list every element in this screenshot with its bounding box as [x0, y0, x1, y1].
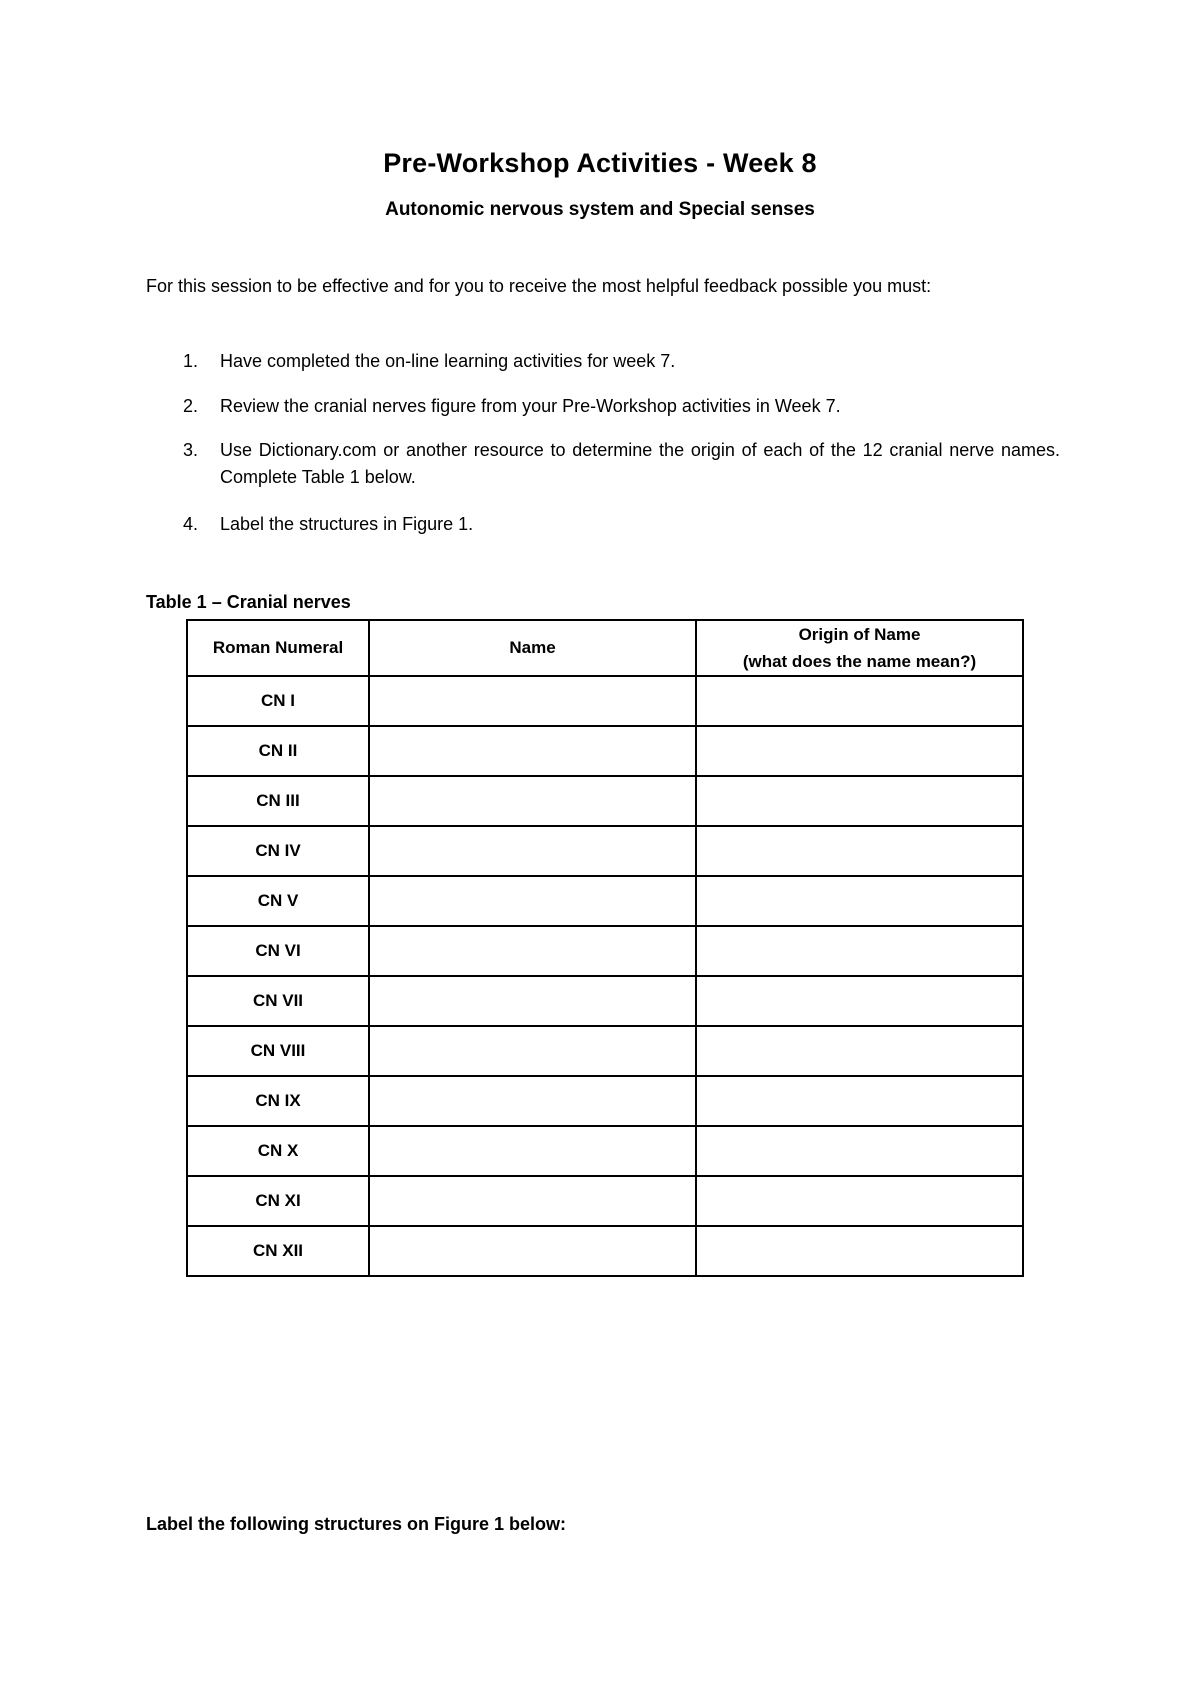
instruction-item — [146, 348, 1060, 375]
cell-numeral: CN VII — [187, 976, 369, 1026]
cell-origin[interactable] — [696, 776, 1023, 826]
header-name: Name — [369, 620, 696, 676]
instruction-item — [146, 511, 1060, 538]
cell-origin[interactable] — [696, 1176, 1023, 1226]
instruction-list — [146, 348, 1060, 538]
table-row — [187, 976, 1023, 1026]
cell-name[interactable] — [369, 876, 696, 926]
cell-origin[interactable] — [696, 876, 1023, 926]
instruction-text: Have completed the on-line learning activities for week 7. — [220, 351, 676, 371]
cell-numeral: CN VI — [187, 926, 369, 976]
cell-name[interactable] — [369, 926, 696, 976]
cell-name[interactable] — [369, 826, 696, 876]
table-row — [187, 776, 1023, 826]
cell-origin[interactable] — [696, 1126, 1023, 1176]
table-header-row — [187, 620, 1023, 676]
cell-numeral: CN II — [187, 726, 369, 776]
cell-name[interactable] — [369, 776, 696, 826]
cell-name[interactable] — [369, 1226, 696, 1276]
cell-origin[interactable] — [696, 1076, 1023, 1126]
cell-numeral: CN IX — [187, 1076, 369, 1126]
table-row — [187, 1176, 1023, 1226]
cell-name[interactable] — [369, 976, 696, 1026]
table-row — [187, 1026, 1023, 1076]
instruction-number: 2. — [183, 396, 199, 416]
cell-numeral: CN XII — [187, 1226, 369, 1276]
table-row — [187, 826, 1023, 876]
cell-origin[interactable] — [696, 726, 1023, 776]
cell-numeral: CN IV — [187, 826, 369, 876]
instruction-number: 4. — [183, 514, 199, 534]
table-row — [187, 676, 1023, 726]
instruction-number: 3. — [183, 440, 199, 460]
cranial-nerves-table — [186, 619, 1024, 1277]
cell-name[interactable] — [369, 1076, 696, 1126]
instruction-number: 1. — [183, 351, 199, 371]
instruction-text: Label the structures in Figure 1. — [220, 514, 474, 534]
instruction-text: Review the cranial nerves figure from your Pre-Workshop activities in Week 7. — [220, 396, 841, 416]
header-origin-line1: Origin of Name — [798, 625, 921, 644]
cell-numeral: CN VIII — [187, 1026, 369, 1076]
cell-numeral: CN X — [187, 1126, 369, 1176]
cell-name[interactable] — [369, 1126, 696, 1176]
cell-numeral: CN XI — [187, 1176, 369, 1226]
cell-origin[interactable] — [696, 676, 1023, 726]
cell-origin[interactable] — [696, 926, 1023, 976]
cell-numeral: CN V — [187, 876, 369, 926]
table-row — [187, 1076, 1023, 1126]
instruction-item — [146, 393, 1060, 420]
table-caption: Table 1 – Cranial nerves — [146, 592, 351, 612]
table-row — [187, 726, 1023, 776]
cell-origin[interactable] — [696, 1226, 1023, 1276]
intro-text: For this session to be effective and for you to receive the most helpful feedback possible you must: — [146, 276, 932, 296]
table-row — [187, 926, 1023, 976]
cell-origin[interactable] — [696, 1026, 1023, 1076]
cell-name[interactable] — [369, 1026, 696, 1076]
cell-origin[interactable] — [696, 826, 1023, 876]
header-origin-line2: (what does the name mean?) — [742, 652, 977, 671]
cell-name[interactable] — [369, 1176, 696, 1226]
cell-origin[interactable] — [696, 976, 1023, 1026]
page-subtitle: Autonomic nervous system and Special senses — [385, 199, 815, 220]
cell-name[interactable] — [369, 676, 696, 726]
instruction-text: Use Dictionary.com or another resource to determine the origin of each of the 12 cranial nerve names. Complete Table 1 below. — [220, 440, 1060, 487]
instruction-item — [146, 437, 1060, 491]
table-row — [187, 1226, 1023, 1276]
header-origin — [696, 620, 1023, 676]
page-title: Pre-Workshop Activities - Week 8 — [383, 148, 817, 178]
cell-numeral: CN III — [187, 776, 369, 826]
cell-name[interactable] — [369, 726, 696, 776]
table-row — [187, 876, 1023, 926]
cell-numeral: CN I — [187, 676, 369, 726]
figure-caption: Label the following structures on Figure 1 below: — [146, 1514, 567, 1534]
header-roman-numeral: Roman Numeral — [187, 620, 369, 676]
table-row — [187, 1126, 1023, 1176]
